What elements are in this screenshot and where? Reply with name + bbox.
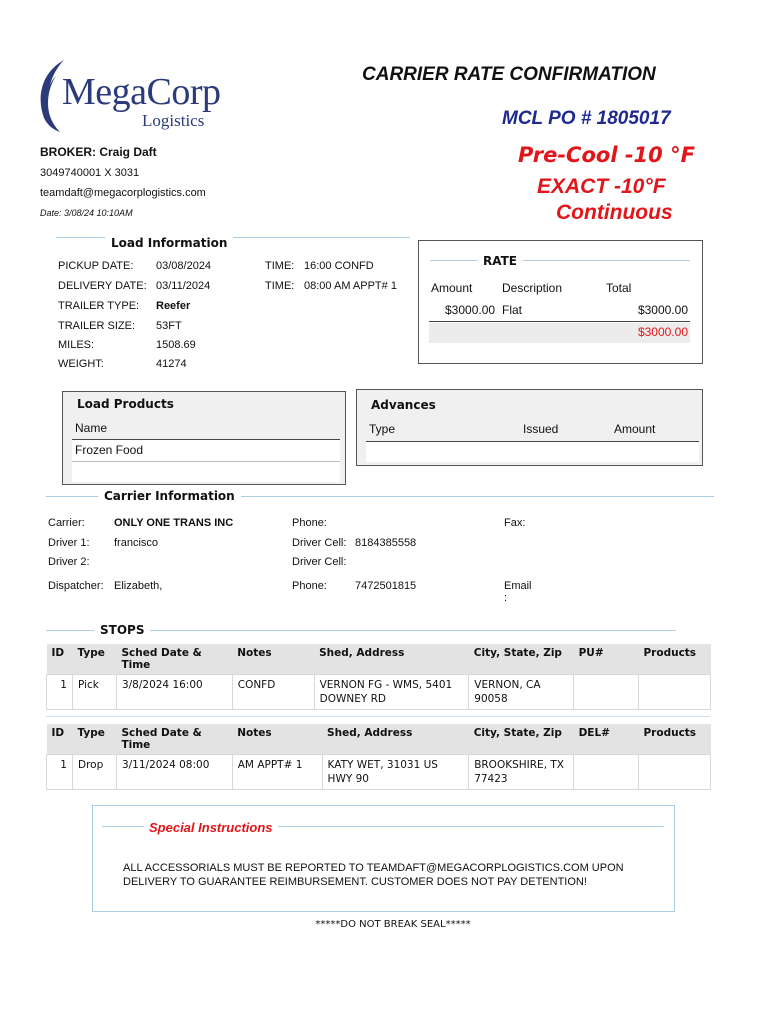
- drop-stop-table: [46, 724, 711, 790]
- driver-cell-label: Driver Cell:: [292, 537, 347, 549]
- advances-header-type: Type: [369, 422, 396, 436]
- footer-seal-note: *****DO NOT BREAK SEAL*****: [315, 919, 471, 930]
- cell-notes: CONFD: [232, 675, 314, 710]
- special-instructions-text: ALL ACCESSORIALS MUST BE REPORTED TO TEAMDAFT@MEGACORPLOGISTICS.COM UPON DELIVERY TO GUARANTEE REIMBURSEMENT. CUSTOMER DOES NOT PAY DETENTION!: [123, 862, 624, 888]
- exact-temp-note: EXACT -10°F: [537, 175, 666, 198]
- delivery-date-value: 03/11/2024: [156, 280, 211, 292]
- driver-cell-value: 8184385558: [355, 537, 417, 549]
- email-label: Email: [504, 580, 532, 592]
- rate-rule: [430, 260, 690, 261]
- rate-header-description: Description: [502, 281, 563, 295]
- fax-label: Fax:: [504, 517, 526, 529]
- pick-stop-table: [46, 644, 711, 710]
- company-logo: [34, 58, 244, 134]
- trailer-size-value: 53FT: [156, 320, 182, 332]
- col-notes: Notes: [232, 644, 314, 675]
- col-id: ID: [47, 724, 73, 755]
- advances-header-issued: Issued: [523, 422, 559, 436]
- load-products-line2: [72, 461, 340, 462]
- dispatcher-phone-label: Phone:: [292, 580, 327, 592]
- drop-stop-header-row: [47, 724, 711, 755]
- driver1-value: francisco: [114, 537, 159, 549]
- pickup-time-label: TIME:: [265, 260, 295, 272]
- rate-header-amount: Amount: [431, 281, 473, 295]
- precool-note: Pre-Cool -10 °F: [518, 143, 695, 167]
- logo-name: MegaCorp: [62, 71, 221, 113]
- load-products-title: Load Products: [77, 397, 174, 411]
- col-sched: Sched Date & Time: [116, 644, 232, 675]
- carrier-info-title: Carrier Information: [98, 489, 241, 503]
- rate-row-total: $3000.00: [637, 303, 688, 317]
- carrier-value: ONLY ONE TRANS INC: [114, 517, 234, 529]
- driver-cell2-label: Driver Cell:: [292, 556, 347, 568]
- load-products-item: Frozen Food: [75, 443, 144, 457]
- special-instructions-title: Special Instructions: [144, 820, 278, 835]
- stops-title: STOPS: [94, 623, 150, 637]
- col-id: ID: [47, 644, 73, 675]
- rate-header-total: Total: [606, 281, 632, 295]
- broker-email: teamdaft@megacorplogistics.com: [40, 187, 206, 199]
- broker-name: BROKER: Craig Daft: [40, 145, 157, 159]
- stops-divider: [46, 716, 710, 717]
- carrier-phone-label: Phone:: [292, 517, 327, 529]
- advances-header-amount: Amount: [614, 422, 656, 436]
- cell-id: 1: [47, 755, 73, 790]
- pickup-date-value: 03/08/2024: [156, 260, 212, 272]
- continuous-note: Continuous: [556, 201, 673, 224]
- rate-box: [418, 240, 703, 364]
- cell-notes: AM APPT# 1: [232, 755, 322, 790]
- cell-type: Pick: [72, 675, 116, 710]
- load-products-header-name: Name: [75, 421, 108, 435]
- cell-del: [574, 755, 639, 790]
- broker-phone: 3049740001 X 3031: [40, 167, 140, 179]
- pick-stop-row: [47, 675, 711, 710]
- miles-label: MILES:: [58, 339, 95, 351]
- advances-row-bg: [366, 442, 699, 462]
- dispatcher-value: Elizabeth,: [114, 580, 163, 592]
- weight-label: WEIGHT:: [58, 358, 104, 370]
- pick-stop-header-row: [47, 644, 711, 675]
- delivery-time-label: TIME:: [265, 280, 295, 292]
- drop-stop-row: [47, 755, 711, 790]
- broker-date: Date: 3/08/24 10:10AM: [40, 208, 133, 218]
- dispatcher-label: Dispatcher:: [48, 580, 104, 592]
- rate-row-description: Flat: [502, 303, 523, 317]
- cell-address: KATY WET, 31031 US HWY 90: [322, 755, 469, 790]
- pickup-date-label: PICKUP DATE:: [58, 260, 134, 272]
- col-city: City, State, Zip: [469, 644, 574, 675]
- col-products: Products: [638, 644, 710, 675]
- col-notes: Notes: [232, 724, 322, 755]
- col-type: Type: [72, 724, 116, 755]
- load-info-title: Load Information: [105, 236, 233, 250]
- cell-type: Drop: [72, 755, 116, 790]
- cell-id: 1: [47, 675, 73, 710]
- advances-title: Advances: [371, 398, 436, 412]
- rate-row-amount: $3000.00: [445, 303, 496, 317]
- document-title: CARRIER RATE CONFIRMATION: [362, 64, 656, 85]
- cell-pu: [574, 675, 639, 710]
- pickup-time-value: 16:00 CONFD: [304, 260, 374, 272]
- col-city: City, State, Zip: [469, 724, 574, 755]
- miles-value: 1508.69: [156, 339, 196, 351]
- driver2-label: Driver 2:: [48, 556, 90, 568]
- trailer-type-value: Reefer: [156, 300, 191, 312]
- rate-row-underline: [429, 321, 690, 322]
- col-address: Shed, Address: [314, 644, 469, 675]
- delivery-time-value: 08:00 AM APPT# 1: [304, 280, 397, 292]
- dispatcher-phone-value: 7472501815: [355, 580, 417, 592]
- col-del: DEL#: [574, 724, 639, 755]
- weight-value: 41274: [156, 358, 187, 370]
- cell-city: VERNON, CA 90058: [469, 675, 574, 710]
- cell-city: BROOKSHIRE, TX 77423: [469, 755, 574, 790]
- po-number: MCL PO # 1805017: [502, 108, 671, 129]
- cell-products: [638, 755, 710, 790]
- carrier-label: Carrier:: [48, 517, 85, 529]
- col-pu: PU#: [574, 644, 639, 675]
- col-type: Type: [72, 644, 116, 675]
- trailer-size-label: TRAILER SIZE:: [58, 320, 136, 332]
- cell-sched: 3/8/2024 16:00: [116, 675, 232, 710]
- cell-products: [638, 675, 710, 710]
- rate-title: RATE: [477, 254, 523, 268]
- delivery-date-label: DELIVERY DATE:: [58, 280, 147, 292]
- col-sched: Sched Date & Time: [116, 724, 232, 755]
- cell-sched: 3/11/2024 08:00: [116, 755, 232, 790]
- col-address: Shed, Address: [322, 724, 469, 755]
- driver1-label: Driver 1:: [48, 537, 90, 549]
- rate-grand-total: $3000.00: [637, 325, 688, 339]
- trailer-type-label: TRAILER TYPE:: [58, 300, 140, 312]
- col-products: Products: [638, 724, 710, 755]
- email-colon: :: [504, 592, 508, 604]
- cell-address: VERNON FG - WMS, 5401 DOWNEY RD: [314, 675, 469, 710]
- logo-subtitle: Logistics: [142, 111, 205, 130]
